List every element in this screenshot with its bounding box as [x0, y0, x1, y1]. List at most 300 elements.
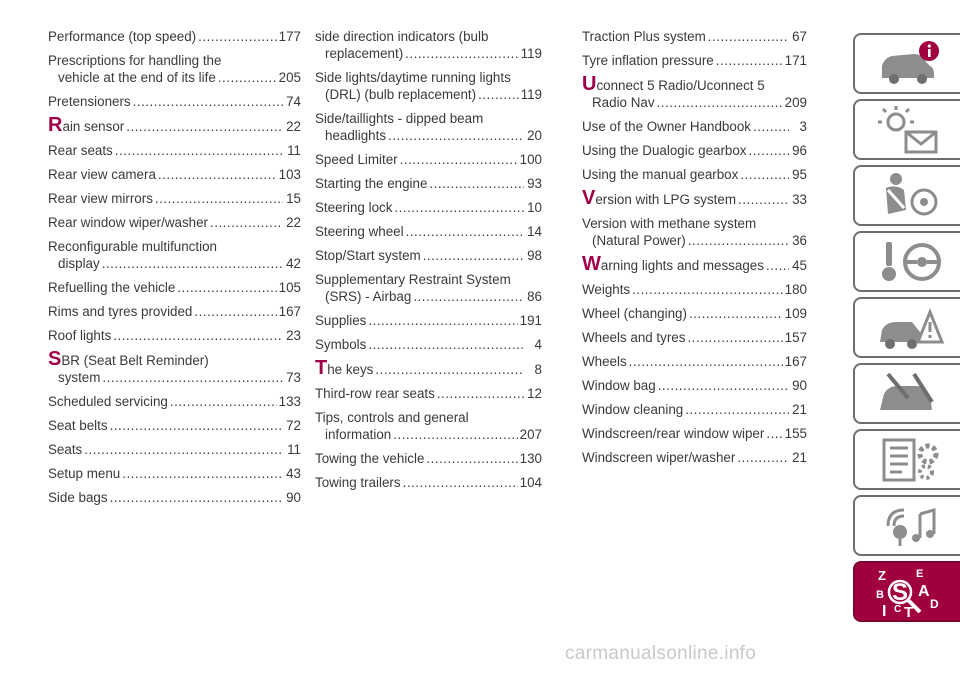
index-entry[interactable] [315, 69, 542, 103]
page-number[interactable]: 104 [519, 475, 542, 490]
chapter-tab-multimedia[interactable] [853, 495, 960, 556]
index-entry-text [58, 369, 100, 386]
index-entry-line [48, 465, 301, 482]
dot-leader [110, 417, 283, 434]
page-number[interactable]: 8 [534, 362, 542, 377]
index-entry-label: information [325, 427, 392, 442]
page-number[interactable]: 207 [519, 427, 542, 442]
index-entry[interactable] [315, 312, 542, 329]
index-letter: S [892, 578, 909, 606]
index-entry-text [315, 175, 427, 192]
page-number[interactable]: 14 [527, 224, 542, 239]
index-entry-label: Traction Plus system [582, 29, 706, 44]
index-entry-label: Steering lock [315, 200, 393, 215]
index-entry[interactable] [315, 474, 542, 491]
dot-leader [406, 223, 524, 240]
dot-leader [708, 28, 789, 45]
page-number[interactable]: 45 [792, 258, 807, 273]
dot-leader [368, 336, 524, 353]
index-entry[interactable] [48, 142, 301, 159]
index-entry-text [48, 238, 217, 255]
index-entry-line [315, 28, 542, 45]
page-number[interactable]: 93 [527, 176, 542, 191]
index-entry-continuation [48, 255, 301, 272]
index-entry-text [48, 28, 196, 45]
index-entry[interactable] [582, 305, 807, 322]
page-number[interactable]: 22 [286, 215, 301, 230]
warning-lights-icon [874, 104, 946, 156]
index-entry-label: Tyre inflation pressure [582, 53, 714, 68]
index-entry-label: Wheels [582, 354, 627, 369]
index-entry-label: Side/taillights - dipped beam [315, 111, 484, 126]
dot-leader [658, 377, 789, 394]
page-number[interactable]: 86 [527, 289, 542, 304]
index-entry-label: Weights [582, 282, 631, 297]
index-entry-line [582, 118, 807, 135]
dot-leader [126, 118, 283, 135]
index-entry[interactable] [315, 336, 542, 353]
index-entry-label: Tips, controls and general [315, 410, 469, 425]
index-entry-line [582, 187, 807, 209]
index-entry-continuation [582, 94, 807, 111]
index-entry-text [582, 401, 683, 418]
index-entry-text [315, 357, 374, 379]
index-entry[interactable] [315, 247, 542, 264]
page-number[interactable]: 67 [792, 29, 807, 44]
index-entry-label: Towing the vehicle [315, 451, 425, 466]
page-number[interactable]: 72 [286, 418, 301, 433]
index-entry[interactable] [48, 348, 301, 386]
dot-leader [115, 142, 283, 159]
index-entry[interactable] [582, 253, 807, 275]
index-entry-text [582, 142, 747, 159]
index-entry-text [582, 329, 685, 346]
page-number[interactable]: 3 [799, 119, 807, 134]
index-entry-label: ersion with LPG system [595, 192, 736, 207]
dot-leader [198, 28, 277, 45]
index-entry-line [315, 69, 542, 86]
index-entry[interactable] [315, 271, 542, 305]
index-entry-label: Scheduled servicing [48, 394, 168, 409]
index-entry-label: side direction indicators (bulb [315, 29, 489, 44]
index-entry[interactable] [48, 441, 301, 458]
dot-leader [685, 401, 789, 418]
index-entry-text [582, 73, 765, 95]
page-number[interactable]: 74 [286, 94, 301, 109]
page-number[interactable]: 21 [792, 402, 807, 417]
dot-leader [155, 190, 283, 207]
index-entry-text [315, 223, 404, 240]
page-number[interactable]: 167 [278, 304, 301, 319]
dot-leader [716, 52, 783, 69]
index-entry-label: Side lights/daytime running lights [315, 70, 511, 85]
page-number[interactable]: 205 [278, 70, 301, 85]
index-entry[interactable] [315, 110, 542, 144]
page-number[interactable]: 171 [784, 53, 807, 68]
index-entry-label: Rear view camera [48, 167, 156, 182]
index-entry-line [48, 93, 301, 110]
index-entry-text [48, 93, 131, 110]
index-entry-text [48, 489, 108, 506]
index-entry-text [582, 353, 627, 370]
index-entry-text [48, 393, 168, 410]
page-number[interactable]: 12 [527, 386, 542, 401]
index-entry-line [48, 393, 301, 410]
index-entry-label: Windscreen wiper/washer [582, 450, 736, 465]
index-entry-line [315, 336, 542, 353]
page-number[interactable]: 133 [278, 394, 301, 409]
index-entry-line [315, 450, 542, 467]
index-entry[interactable] [582, 28, 807, 45]
index-entry-line [48, 348, 301, 370]
technical-data-icon [874, 434, 946, 486]
chapter-tab-warning-lights[interactable] [853, 99, 960, 160]
index-entry-label: ain sensor [62, 119, 125, 134]
index-entry[interactable] [48, 93, 301, 110]
dot-leader [657, 94, 783, 111]
index-entry-label: Seat belts [48, 418, 108, 433]
index-entry[interactable] [48, 279, 301, 296]
page-number[interactable]: 157 [784, 330, 807, 345]
index-entry-text [315, 271, 511, 288]
page-number[interactable]: 167 [784, 354, 807, 369]
section-initial-letter: S [48, 348, 62, 370]
index-entry-label: Steering wheel [315, 224, 404, 239]
index-entry-text [315, 28, 488, 45]
dot-leader [400, 151, 518, 168]
index-entry-line [582, 401, 807, 418]
chapter-tab-technical-data[interactable] [853, 429, 960, 490]
index-entry-line [48, 303, 301, 320]
index-entry[interactable] [582, 377, 807, 394]
page-number[interactable]: 98 [527, 248, 542, 263]
index-entry-continuation [315, 127, 542, 144]
index-entry-line [48, 441, 301, 458]
breakdown-icon [874, 302, 946, 354]
index-column-1 [48, 28, 301, 513]
page-number[interactable]: 10 [527, 200, 542, 215]
index-entry[interactable] [48, 393, 301, 410]
index-entry[interactable] [315, 28, 542, 62]
index-entry[interactable] [582, 353, 807, 370]
index-entry-label: display [58, 256, 100, 271]
index-entry-label: Pretensioners [48, 94, 131, 109]
page-number[interactable]: 43 [286, 466, 301, 481]
index-entry-label: Wheels and tyres [582, 330, 686, 345]
dot-leader [740, 166, 789, 183]
page-number[interactable]: 105 [278, 280, 301, 295]
dot-leader [629, 353, 783, 370]
page-number[interactable]: 100 [519, 152, 542, 167]
index-entry[interactable] [48, 465, 301, 482]
index-entry-text [582, 377, 656, 394]
index-entry[interactable] [48, 238, 301, 272]
page-number[interactable]: 209 [784, 95, 807, 110]
index-entry[interactable] [315, 223, 542, 240]
page-number[interactable]: 119 [520, 87, 542, 102]
index-entry[interactable] [582, 142, 807, 159]
index-entry-text [315, 110, 483, 127]
page-number[interactable]: 109 [784, 306, 807, 321]
dot-leader [218, 69, 277, 86]
index-entry-label: Window bag [582, 378, 656, 393]
chapter-tab-emergency[interactable] [853, 297, 960, 358]
dot-leader [102, 369, 283, 386]
dot-leader [403, 474, 518, 491]
index-entry-text [582, 281, 630, 298]
dot-leader [122, 465, 283, 482]
dot-leader [194, 303, 276, 320]
index-entry[interactable] [48, 214, 301, 231]
dot-leader [737, 449, 789, 466]
page-number[interactable]: 90 [286, 490, 301, 505]
index-entry-label: Speed Limiter [315, 152, 398, 167]
index-entry[interactable] [315, 385, 542, 402]
index-entry-line [582, 73, 807, 95]
index-entry-label: Setup menu [48, 466, 121, 481]
index-entry-line [315, 199, 542, 216]
index-entry-line [582, 425, 807, 442]
dot-leader [687, 329, 782, 346]
index-entry-label: connect 5 Radio/Uconnect 5 [596, 78, 765, 93]
index-entry-continuation [315, 426, 542, 443]
index-entry[interactable] [582, 118, 807, 135]
page-number[interactable]: 36 [792, 233, 807, 248]
index-entry-label: Stop/Start system [315, 248, 421, 263]
page-number[interactable]: 20 [527, 128, 542, 143]
chapter-tab-controls[interactable] [853, 231, 960, 292]
index-entry[interactable] [315, 357, 542, 379]
index-entry-line [48, 142, 301, 159]
dot-leader [413, 288, 524, 305]
dot-leader [405, 45, 518, 62]
dot-leader [84, 441, 283, 458]
index-entry-continuation [582, 232, 807, 249]
index-entry[interactable] [582, 425, 807, 442]
index-entry-label: (Natural Power) [592, 233, 686, 248]
page-number[interactable]: 95 [792, 167, 807, 182]
page-number[interactable]: 177 [278, 29, 301, 44]
index-entry-label: Reconfigurable multifunction [48, 239, 217, 254]
index-entry[interactable] [582, 215, 807, 249]
index-entry[interactable] [582, 401, 807, 418]
index-letter: T [904, 603, 914, 618]
multimedia-icon [874, 500, 946, 552]
section-initial-letter: V [582, 187, 596, 209]
dot-leader [423, 247, 524, 264]
page-number[interactable]: 4 [534, 337, 542, 352]
index-entry-text [48, 441, 82, 458]
page-number[interactable]: 130 [519, 451, 542, 466]
page-number[interactable]: 33 [792, 192, 807, 207]
index-entry-line [48, 166, 301, 183]
dot-leader [102, 255, 283, 272]
index-entry[interactable] [582, 52, 807, 69]
seat-belt-airbag-icon [874, 170, 946, 222]
index-entry-text [315, 247, 421, 264]
page-number[interactable]: 73 [286, 370, 301, 385]
index-entry[interactable] [315, 450, 542, 467]
index-entry-line [582, 28, 807, 45]
index-entry[interactable] [582, 166, 807, 183]
dot-leader [478, 86, 519, 103]
index-entry-line [582, 377, 807, 394]
index-entry-label: system [58, 370, 101, 385]
index-entry-text [48, 417, 108, 434]
chapter-tab-maintenance[interactable] [853, 363, 960, 424]
index-entry[interactable] [315, 199, 542, 216]
index-entry-line [48, 417, 301, 434]
page-number[interactable]: 90 [792, 378, 807, 393]
index-entry-text [58, 69, 216, 86]
index-entry-line [315, 151, 542, 168]
index-entry[interactable] [48, 28, 301, 45]
chapter-tab-safety[interactable] [853, 165, 960, 226]
dot-leader [689, 305, 783, 322]
index-entry-label: Roof lights [48, 328, 112, 343]
index-entry-line [48, 238, 301, 255]
index-entry-label: Symbols [315, 337, 367, 352]
dot-leader [688, 232, 789, 249]
index-entry-text [48, 52, 221, 69]
index-entry-line [48, 190, 301, 207]
index-entry-line [48, 214, 301, 231]
index-entry[interactable] [48, 166, 301, 183]
index-entry-label: Towing trailers [315, 475, 401, 490]
section-initial-letter: T [315, 357, 328, 379]
index-entry-label: Rims and tyres provided [48, 304, 193, 319]
dot-leader [753, 118, 789, 135]
index-entry-continuation [48, 369, 301, 386]
index-entry-line [582, 253, 807, 275]
index-entry-line [315, 357, 542, 379]
dot-leader [388, 127, 524, 144]
index-column-2 [315, 28, 542, 498]
index-entry-label: Third-row rear seats [315, 386, 435, 401]
chapter-tab-car-info[interactable] [853, 33, 960, 94]
index-entry-line [582, 166, 807, 183]
page-number[interactable]: 11 [287, 143, 301, 158]
index-entry-line [48, 489, 301, 506]
index-entry-text [592, 232, 686, 249]
index-entry-text [325, 86, 476, 103]
index-entry-text [582, 52, 714, 69]
section-initial-letter: W [582, 253, 601, 275]
section-initial-letter: U [582, 73, 597, 95]
dot-leader [766, 257, 789, 274]
page-number[interactable]: 119 [520, 46, 542, 61]
index-entry-line [48, 28, 301, 45]
index-entry[interactable] [48, 489, 301, 506]
page-number[interactable]: 155 [784, 426, 807, 441]
index-entry-label: Supplies [315, 313, 367, 328]
page-number[interactable]: 96 [792, 143, 807, 158]
index-column-3 [582, 28, 807, 473]
index-letter: B [876, 588, 884, 601]
index-entry[interactable] [48, 417, 301, 434]
index-letter: E [916, 567, 924, 580]
index-entry[interactable] [582, 329, 807, 346]
index-entry-label: Rear window wiper/washer [48, 215, 209, 230]
dot-leader [110, 489, 283, 506]
index-entry-text [58, 255, 100, 272]
index-entry-label: Using the Dualogic gearbox [582, 143, 747, 158]
dot-leader [429, 175, 524, 192]
index-entry-text [315, 450, 424, 467]
chapter-tab-index[interactable] [853, 561, 960, 622]
dot-leader [437, 385, 524, 402]
index-entry-text [582, 215, 756, 232]
index-entry-text [48, 166, 156, 183]
index-entry[interactable] [48, 190, 301, 207]
watermark: carmanualsonline.info [565, 643, 757, 664]
index-entry-line [582, 329, 807, 346]
index-entry-label: Wheel (changing) [582, 306, 687, 321]
dot-leader [113, 327, 283, 344]
index-entry[interactable] [48, 303, 301, 320]
page-number[interactable]: 23 [286, 328, 301, 343]
index-entry-text [582, 28, 706, 45]
page-number[interactable]: 15 [286, 191, 301, 206]
index-entry-label: Radio Nav [592, 95, 655, 110]
index-entry-text [315, 474, 401, 491]
index-entry[interactable] [315, 175, 542, 192]
dot-leader [394, 199, 524, 216]
index-entry[interactable] [582, 281, 807, 298]
page-number[interactable]: 42 [286, 256, 301, 271]
index-entry-text [48, 142, 113, 159]
index-entry-line [582, 305, 807, 322]
index-entry[interactable] [315, 409, 542, 443]
index-entry-label: (DRL) (bulb replacement) [325, 87, 477, 102]
index-entry-label: Windscreen/rear window wiper [582, 426, 765, 441]
index-entry-label: Rear view mirrors [48, 191, 153, 206]
page-number[interactable]: 11 [287, 442, 301, 457]
index-letter: A [918, 582, 930, 600]
page-number[interactable]: 103 [278, 167, 301, 182]
index-entry[interactable] [48, 52, 301, 86]
index-entry-text [582, 425, 764, 442]
index-entry-label: Window cleaning [582, 402, 684, 417]
index-letter: C [894, 603, 902, 615]
index-entry[interactable] [582, 449, 807, 466]
index-entry[interactable] [315, 151, 542, 168]
index-entry[interactable] [48, 327, 301, 344]
index-entry-label: (SRS) - Airbag [325, 289, 412, 304]
index-icon [874, 566, 946, 618]
dot-leader [766, 425, 782, 442]
index-entry-text [325, 127, 386, 144]
index-entry-text [315, 199, 392, 216]
index-entry[interactable] [48, 114, 301, 136]
page-number[interactable]: 180 [784, 282, 807, 297]
index-entry-text [48, 190, 153, 207]
index-entry-text [582, 449, 735, 466]
car-info-icon [874, 38, 946, 90]
index-entry-text [315, 151, 398, 168]
page-number[interactable]: 22 [286, 119, 301, 134]
index-entry-label: he keys [327, 362, 374, 377]
index-entry-line [315, 175, 542, 192]
page-number[interactable]: 21 [792, 450, 807, 465]
section-initial-letter: R [48, 114, 63, 136]
index-entry-line [315, 409, 542, 426]
page-number[interactable]: 191 [519, 313, 542, 328]
index-entry-line [315, 110, 542, 127]
index-entry-text [48, 327, 111, 344]
index-entry[interactable] [582, 73, 807, 111]
index-entry[interactable] [582, 187, 807, 209]
